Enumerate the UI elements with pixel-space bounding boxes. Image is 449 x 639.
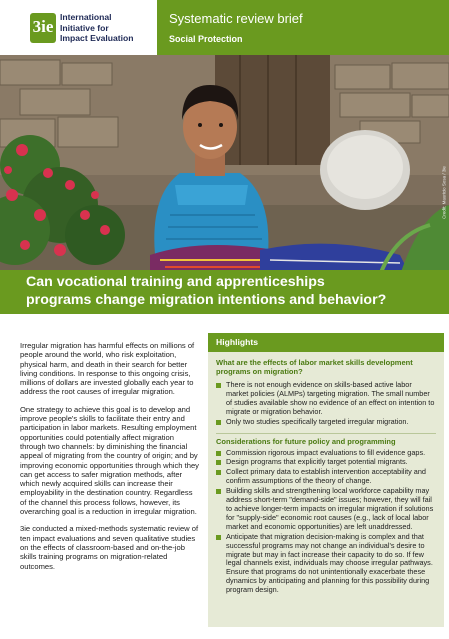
consideration-item — [216, 449, 436, 458]
square-bullet-icon — [216, 420, 221, 425]
considerations-list — [216, 449, 436, 596]
finding-item — [216, 381, 436, 417]
main-question-line: Can vocational training and apprenticeships — [26, 274, 325, 290]
brief-banner — [157, 0, 449, 55]
square-bullet-icon — [216, 451, 221, 456]
finding-text: Only two studies specifically targeted irregular migration. — [226, 416, 409, 426]
highlights-title: Highlights — [208, 333, 444, 352]
intro-column — [20, 341, 200, 579]
consideration-text: Anticipate that migration decision-making is complex and that successful programs may not change an individual's desire to migrate but may in fact increase their capacity to do so. If few legal channels exist, individuals may choose irregular pathways. Ensure that programs do not unintentionally exacerbate these dynamics by anticipating and planning for this possibility during program design. — [226, 531, 433, 595]
consideration-text: Building skills and strengthening local workforce capability may address short-term "demand-side" issues; however, they will fail to achieve longer-term impacts on irregular migration if solutions for "supply-side" economic root causes (e.g., lack of local labor market and economic opportunities) are left unaddressed. — [226, 486, 434, 531]
square-bullet-icon — [216, 535, 221, 540]
intro-paragraph: Irregular migration has harmful effects on millions of people around the world, who risk exploitation, physical harm, and death in their search for better living conditions. In response to this ongoing crisis, millions of dollars are invested globally each year to address the root causes of irregular migration. — [20, 341, 195, 397]
org-name-line: Initiative for — [60, 22, 109, 33]
consideration-text: Collect primary data to establish intervention acceptability and confirm assumptions of the theory of change. — [226, 467, 426, 486]
org-name-line: International — [60, 12, 112, 22]
main-question-line: programs change migration intentions and behavior? — [26, 291, 387, 308]
brief-type: Systematic review brief — [169, 11, 303, 26]
consideration-item — [216, 468, 436, 486]
intro-paragraph: 3ie conducted a mixed-methods systematic review of ten impact evaluations and seven qualitative studies on the effects of classroom-based and on-the-job skills training programs on migration-related outcomes. — [20, 524, 199, 571]
question-banner — [0, 270, 449, 314]
org-name-line: Impact Evaluation — [60, 33, 134, 43]
findings-list — [216, 381, 436, 427]
consideration-text: Design programs that explicitly target potential migrants. — [226, 457, 408, 467]
3ie-logo-icon — [30, 13, 56, 43]
consideration-item — [216, 458, 436, 467]
finding-item — [216, 418, 436, 427]
logo-mark-text: 3ie — [32, 17, 54, 36]
brief-topic: Social Protection — [169, 34, 243, 44]
logo-block — [0, 0, 157, 55]
cover-photo-illustration — [0, 55, 449, 275]
cover-photo — [0, 55, 449, 275]
highlights-body — [208, 352, 444, 595]
intro-paragraph: One strategy to achieve this goal is to develop and improve people's skills to facilitate their entry and participation in labor markets. Resulting employment opportunities could potentially affect migration through two channels: by diminishing the financial appeal of migrating from the country of origin; and by improving economic opportunities through which they can get access to safer migration methods, after which newly acquired skills can increase their employability in the destination country. Regardless of the channel this process follows, however, its overarching goal is a reduction in irregular migration. — [20, 404, 199, 517]
square-bullet-icon — [216, 460, 221, 465]
square-bullet-icon — [216, 489, 221, 494]
photo-credit-text: Credit: Mauricio Sosa / 3ie — [441, 166, 447, 219]
highlights-box — [208, 333, 444, 627]
square-bullet-icon — [216, 383, 221, 388]
consideration-item — [216, 533, 436, 595]
main-question — [26, 274, 446, 309]
considerations-title: Considerations for future policy and programming — [216, 436, 396, 446]
consideration-item — [216, 487, 436, 532]
highlights-question: What are the effects of labor market skills development programs on migration? — [216, 358, 413, 376]
photo-credit — [439, 150, 447, 240]
finding-text: There is not enough evidence on skills-based active labor market policies (ALMPs) targeting migration. The small number of studies available show no evidence of an effect on intention to migrate or migration behavior. — [226, 380, 435, 416]
divider — [216, 433, 436, 434]
consideration-text: Commission rigorous impact evaluations to fill evidence gaps. — [226, 447, 426, 457]
square-bullet-icon — [216, 470, 221, 475]
org-name — [60, 12, 154, 44]
